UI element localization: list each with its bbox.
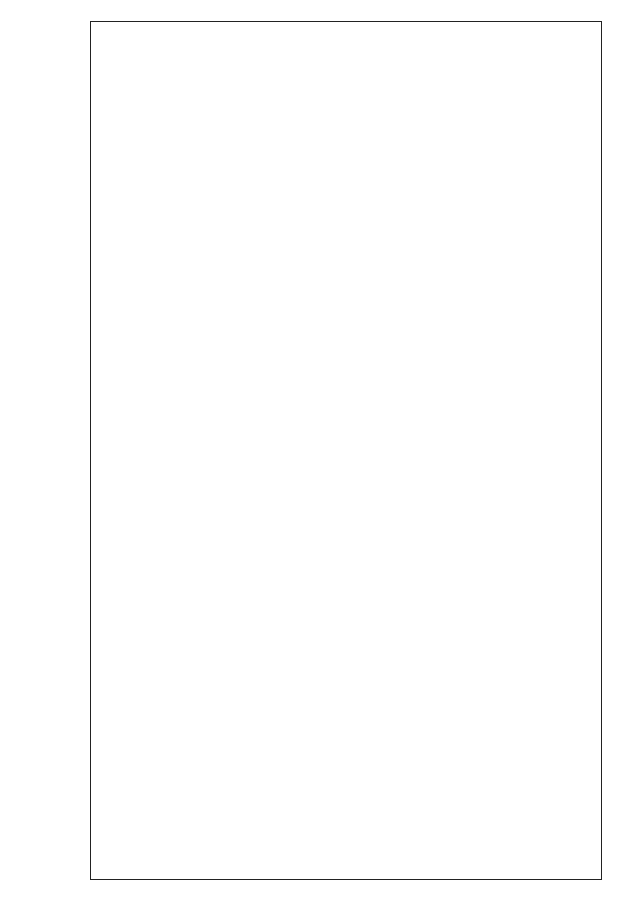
budget-table: [90, 21, 602, 880]
section-title: [91, 22, 602, 880]
section-row: [91, 22, 602, 880]
rotated-table-container: [90, 22, 602, 880]
